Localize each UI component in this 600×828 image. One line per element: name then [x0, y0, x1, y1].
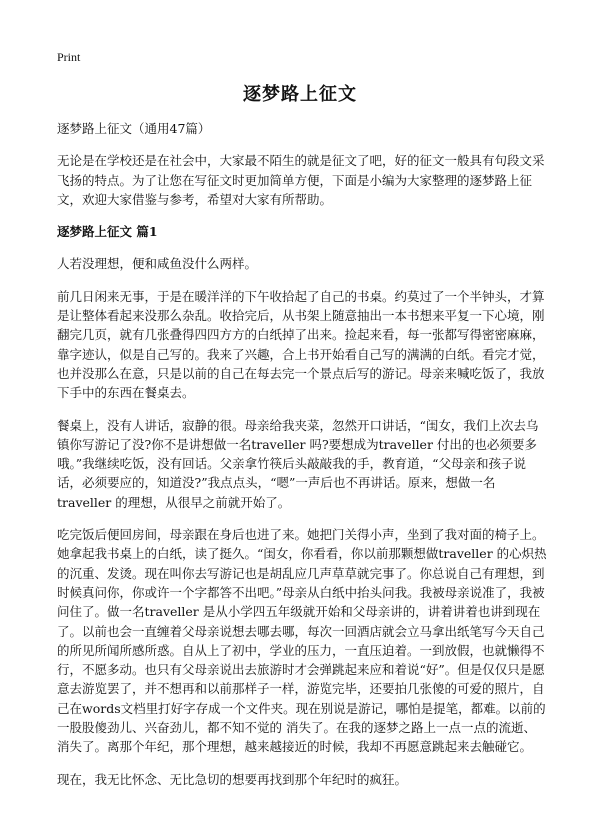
- body-paragraph: 现在，我无比怀念、无比急切的想要再找到那个年纪时的疯狂。: [57, 771, 408, 787]
- intro-paragraph: 无论是在学校还是在社会中，大家最不陌生的就是征文了吧，好的征文一般具有句段文采飞扬的特点。为了让您在写征文时更加简单方便，下面是小编为大家整理的逐梦路上征文，欢迎大家借鉴与参考，希望对大家有所帮助。: [57, 153, 545, 207]
- body-paragraph: 前几日闲来无事，于是在暖洋洋的下午收拾起了自己的书桌。约莫过了一个半钟头，才算是让整体看起来没那么杂乱。收拾完后，从书架上随意抽出一本书想来平复一下心境，刚翻完几页，就有几张叠得四四方方的白纸掉了出来。捡起来看，每一张都写得密密麻麻，靠字迹认，似是自己写的。我来了兴趣，合上书开始看自己写的满满的白纸。看完才觉，也并没那么在意，只是以前的自己在每去完一个景点后写的游记。母亲来喊吃饭了，我放下手中的东西在餐桌去。: [57, 288, 545, 401]
- article-body: [57, 119, 547, 802]
- body-paragraph: 餐桌上，没有人讲话，寂静的很。母亲给我夹菜，忽然开口讲话，“闺女，我们上次去乌镇你写游记了没?你不是讲想做一名traveller 吗?要想成为traveller 付出的也必须要多哦。”我继续吃饭，没有回话。父亲拿竹筷后头敲敲我的手，教育道，“父母亲和孩子说话，必须要应的，知道没?”我点点头，“嗯”一声后也不再讲话。原来，想做一名traveller 的理想，从很早之前就开始了。: [57, 417, 539, 510]
- body-paragraph: 人若没理想，便和咸鱼没什么两样。: [57, 256, 258, 272]
- body-paragraph: 吃完饭后便回房间，母亲跟在身后也进了来。她把门关得小声，坐到了我对面的椅子上。她拿起我书桌上的白纸，读了挺久。“闺女，你看看，你以前那颗想做traveller 的心炽热的沉重、发烫。现在叫你去写游记也是胡乱应几声草草就完事了。你总说自己有理想，到时候真问你，你或许一个字都答不出吧。”母亲从白纸中抬头问我。我被母亲说准了，我被问住了。做一名traveller 是从小学四五年级就开始和父母亲讲的，讲着讲着也讲到现在了。以前也会一直缠着父母亲说想去哪去哪，每次一回酒店就会立马拿出纸笔写今天自己的所见所闻所感所惑。自从上了初中，学业的压力，一直压迫着。一到放假，也就懒得不行，不愿多动。也只有父母亲说出去旅游时才会弹跳起来应和着说“好”。但是仅仅只是愿意去游览罢了，并不想再和以前那样子一样，游览完毕，还要拍几张傻的可爱的照片，自己在words文档里打好字存成一个文件夹。现在别说是游记，哪怕是提笔，都难。以前的一股股傻劲儿、兴奋劲儿，都不知不觉的 消失了。在我的逐梦之路上一点一点的流逝、消失了。离那个年纪，那个理想，越来越接近的时候，我却不再愿意跳起来去触碰它。: [57, 527, 547, 755]
- section-heading: 逐梦路上征文 篇1: [57, 224, 158, 240]
- article-subtitle: 逐梦路上征文（通用47篇）: [57, 121, 211, 136]
- document-title: 逐梦路上征文: [243, 84, 357, 105]
- print-link[interactable]: Print: [57, 50, 81, 64]
